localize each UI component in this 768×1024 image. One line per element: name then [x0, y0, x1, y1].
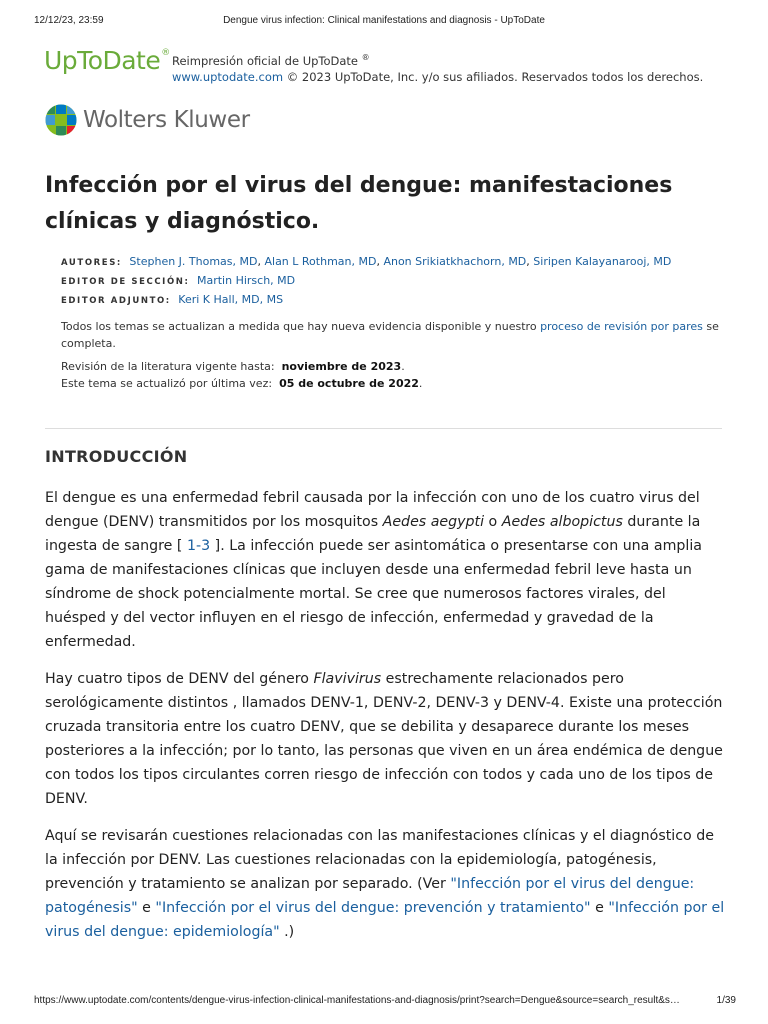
deputy-editor-row [61, 291, 671, 310]
paragraph-text: Hay cuatro tipos de DENV del género [45, 671, 309, 687]
print-url: https://www.uptodate.com/contents/dengue-virus-infection-clinical-manifestations-and-diagnosis/print?search=Dengue&source=search_result&s… [34, 995, 680, 1006]
topic-link-prevention-treatment[interactable]: "Infección por el virus del dengue: prevención y tratamiento" [155, 900, 591, 916]
reference-link[interactable]: 1-3 [186, 538, 211, 554]
uptodate-logo-text: UpToDate [44, 46, 161, 75]
author-link[interactable]: Alan L Rothman, MD [264, 255, 377, 268]
copyright-text: © 2023 UpToDate, Inc. y/o sus afiliados. Reservados todos los derechos. [286, 69, 704, 84]
print-datetime: 12/12/23, 23:59 [34, 15, 104, 26]
paragraph-text: El dengue es una enfermedad febril causada por la infección con uno de los cuatro virus del dengue (DENV) transmitidos por los mosquitos [45, 490, 700, 530]
species-name: Aedes albopictus [501, 514, 623, 530]
paragraph-text: ]. La infección puede ser asintomática o presentarse con una amplia gama de manifestaciones clínicas que incluyen desde una enfermedad febril leve hasta un síndrome de shock potencialmente mortal. Se cree que numerosos factores virales, del huésped y del vector influyen en el riesgo de infección, enfermedad y gravedad de la enfermedad. [45, 538, 702, 650]
peer-review-link[interactable]: proceso de revisión por pares [540, 320, 703, 333]
intro-paragraph [45, 486, 725, 654]
section-editor-link[interactable]: Martin Hirsch, MD [196, 274, 296, 287]
uptodate-site-link[interactable]: www.uptodate.com [172, 69, 284, 84]
paragraph-text: e [142, 900, 151, 916]
wolters-kluwer-logo [45, 104, 250, 136]
lit-review-date: noviembre de 2023 [281, 360, 402, 373]
topic-link-pathogenesis[interactable]: "Infección por el virus del dengue: patogénesis" [45, 876, 695, 916]
page-number: 1/39 [716, 995, 736, 1006]
species-name: Aedes aegypti [382, 514, 485, 530]
author-link[interactable]: Stephen J. Thomas, MD [129, 255, 258, 268]
print-footer [0, 995, 768, 1009]
paragraph-text: durante la ingesta de sangre [ [45, 514, 701, 554]
deputy-editor-label: EDITOR ADJUNTO: [61, 296, 171, 306]
genus-name: Flavivirus [313, 671, 382, 687]
reprint-notice [172, 50, 703, 85]
section-editor-label: EDITOR DE SECCIÓN: [61, 277, 190, 287]
lit-review-label: Revisión de la literatura vigente hasta: [61, 360, 275, 373]
notice-text: Todos los temas se actualizan a medida que hay nueva evidencia disponible y nuestro [61, 320, 537, 333]
topic-link-epidemiology[interactable]: "Infección por el virus del dengue: epidemiología" [45, 900, 725, 940]
author-link[interactable]: Anon Srikiatkhachorn, MD [383, 255, 527, 268]
notice-text-end: se completa. [61, 320, 719, 350]
section-editor-row [61, 272, 671, 291]
authors-row: AUTORES: Stephen J. Thomas, MD, Alan L Rothman, MD, Anon Srikiatkhachorn, MD, Siripen Kalayanarooj, MD [61, 255, 672, 268]
wolters-kluwer-globe-icon [45, 104, 77, 136]
paragraph-text: estrechamente relacionados pero serológicamente distintos , llamados DENV-1, DENV-2, DENV-3 y DENV-4. Existe una protección cruzada transitoria entre los cuatro DENV, que se debilita y desaparece durante los meses posteriores a la infección; por lo tanto, las personas que viven en un área endémica de dengue con todos los tipos circulantes corren riesgo de infección con todos y cada uno de los tipos de DENV. [45, 671, 723, 807]
author-link[interactable]: Siripen Kalayanarooj, MD [533, 255, 672, 268]
paragraph-text: o [488, 514, 498, 530]
print-page-title: Dengue virus infection: Clinical manifestations and diagnosis - UpToDate [223, 15, 545, 26]
paragraph-text: .) [284, 924, 295, 940]
intro-body [45, 486, 725, 957]
deputy-editor-link[interactable]: Keri K Hall, MD, MS [178, 293, 284, 306]
uptodate-logo-registered: ® [161, 48, 170, 58]
intro-paragraph [45, 824, 725, 944]
authors-label: AUTORES: [61, 258, 122, 268]
last-updated-date: 05 de octubre de 2022 [279, 377, 419, 390]
reprint-registered: ® [361, 53, 370, 62]
section-divider [45, 428, 722, 429]
paragraph-text: e [595, 900, 604, 916]
paragraph-text: Aquí se revisarán cuestiones relacionadas con las manifestaciones clínicas y el diagnóstico de la infección por DENV. Las cuestiones relacionadas con la epidemiología, patogénesis, prevención y tratamiento se analizan por separado. (Ver [45, 828, 714, 892]
update-notice: Todos los temas se actualizan a medida que hay nueva evidencia disponible y nuestro proceso de revisión por pares se completa. Revisión de la literatura vigente hasta: noviembre de 2023. Este tema se actualizó por última vez: 05 de octubre de 2022. [61, 320, 719, 390]
intro-paragraph [45, 667, 725, 811]
article-credits [61, 253, 671, 310]
uptodate-logo[interactable] [44, 46, 170, 75]
reprint-text: Reimpresión oficial de UpToDate [172, 53, 358, 68]
section-heading-introduccion: INTRODUCCIÓN [45, 447, 188, 466]
last-updated-label: Este tema se actualizó por última vez: [61, 377, 273, 390]
wolters-kluwer-wordmark: Wolters Kluwer [83, 107, 250, 133]
article-title: Infección por el virus del dengue: manifestaciones clínicas y diagnóstico. [45, 173, 673, 234]
print-header [0, 15, 768, 29]
